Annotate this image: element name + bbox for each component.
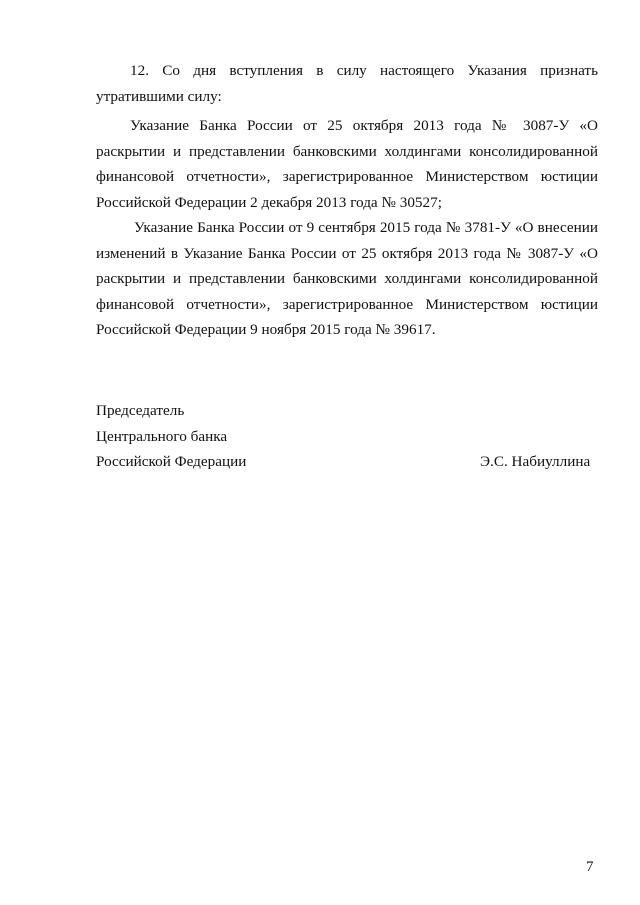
paragraph-repealed-act-2: Указание Банка России от 9 сентября 2015 года № 3781-У «О внесении изменений в Указание Банка России от 25 октября 2013 года № 3087-У «О раскрытии и представлении банковскими холдингами консолидированной финансовой отчетности», зарегистрированное Министерством юстиции Российской Федерации 9 ноября 2015 года № 39617.	[96, 219, 598, 338]
signature-block	[96, 398, 246, 475]
signer-name: Э.С. Набиуллина	[480, 453, 591, 470]
paragraph-repealed-act-1: Указание Банка России от 25 октября 2013 года № 3087-У «О раскрытии и представлении банковскими холдингами консолидированной финансовой отчетности», зарегистрированное Министерством юстиции Российской Федерации 2 декабря 2013 года № 30527;	[96, 117, 598, 211]
page-number: 7	[586, 859, 594, 875]
signer-title-line-3: Российской Федерации	[96, 453, 247, 470]
signer-title-line-1: Председатель	[96, 402, 185, 419]
paragraph-clause-12: 12. Со дня вступления в силу настоящего Указания признать утратившими силу:	[96, 62, 598, 105]
signer-title-line-2: Центрального банка	[96, 427, 228, 445]
